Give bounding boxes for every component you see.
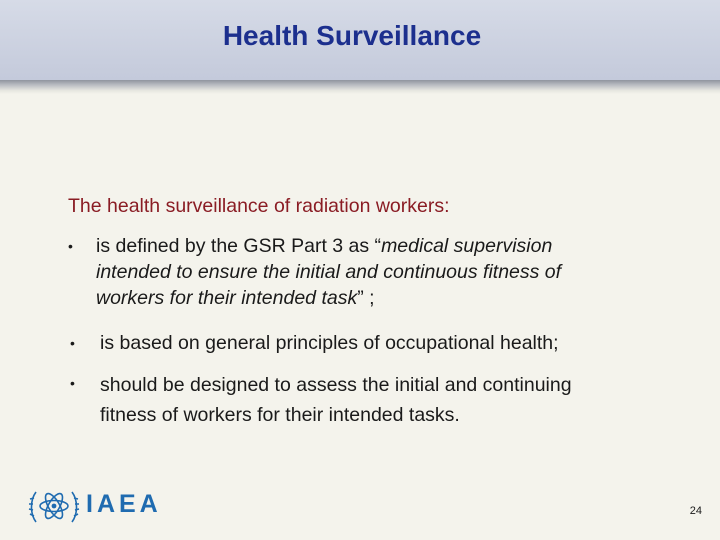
bullet-text — [96, 233, 561, 311]
bullet-line: should be designed to assess the initial and continuing — [100, 374, 572, 396]
quote-line-3: workers for their intended task — [96, 287, 358, 309]
bullet-pre: is defined by the GSR Part 3 as “ — [96, 235, 382, 257]
slide-title: Health Surveillance — [222, 20, 482, 51]
bullet-post: ” ; — [357, 287, 375, 309]
header-shadow — [0, 80, 720, 94]
bullet-symbol: • — [70, 375, 75, 391]
quote-line-2: intended to ensure the initial and continuous fitness of — [96, 261, 562, 283]
bullet-text — [100, 330, 559, 356]
intro-text: The health surveillance of radiation workers: — [68, 195, 450, 217]
iaea-brand-text: IAEA — [86, 490, 162, 518]
bullet-line: fitness of workers for their intended tasks. — [100, 404, 460, 426]
bullet-text — [100, 370, 572, 430]
bullet-symbol: • — [70, 335, 75, 351]
iaea-emblem-icon — [28, 484, 80, 528]
quote-line-1: medical supervision — [381, 235, 553, 257]
page-number: 24 — [689, 505, 702, 517]
bullet-symbol: • — [68, 238, 73, 254]
bullet-line: is based on general principles of occupational health; — [100, 332, 559, 354]
